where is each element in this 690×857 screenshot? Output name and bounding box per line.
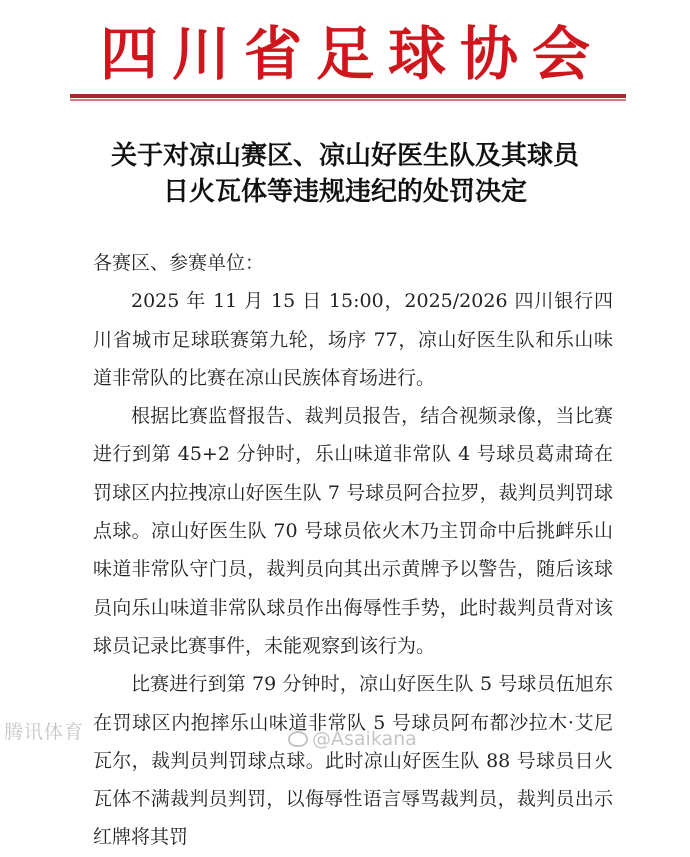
watermark-right bbox=[288, 728, 417, 750]
weibo-icon bbox=[288, 731, 308, 747]
paragraph-second-incident: 比赛进行到第 79 分钟时，凉山好医生队 5 号球员伍旭东在罚球区内抱摔乐山味道非常队 5 号球员阿布都沙拉木·艾尼瓦尔，裁判员判罚球点球。此时凉山好医生队 88 号球员日火瓦体不满裁判员判罚，以侮辱性语言辱骂裁判员，裁判员出示红牌将其罚 bbox=[93, 673, 613, 849]
watermark-handle: @Asaikana bbox=[312, 728, 417, 750]
title-line-1: 关于对凉山赛区、凉山好医生队及其球员 bbox=[110, 141, 579, 171]
masthead-rule-thick bbox=[70, 94, 626, 98]
org-name: 四川省足球协会 bbox=[99, 20, 604, 88]
document-title bbox=[0, 138, 690, 210]
paragraph-first-incident: 根据比赛监督报告、裁判员报告，结合视频录像，当比赛进行到第 45+2 分钟时，乐山味道非常队 4 号球员葛肃琦在罚球区内拉拽凉山好医生队 7 号球员阿合拉罗，裁判员判罚球点球。凉山好医生队 70 号球员依火木乃主罚命中后挑衅乐山味道非常队守门员，裁判员向其出示黄牌予以警告，随后该球员向乐山味道非常队球员作出侮辱性手势，此时裁判员背对该球员记录比赛事件，未能观察到该行为。 bbox=[93, 405, 613, 657]
salutation: 各赛区、参赛单位： bbox=[93, 252, 265, 274]
paragraph-match-info: 2025 年 11 月 15 日 15:00，2025/2026 四川银行四川省城市足球联赛第九轮，场序 77，凉山好医生队和乐山味道非常队的比赛在凉山民族体育场进行。 bbox=[93, 290, 613, 389]
masthead-rule-thin bbox=[70, 99, 626, 101]
masthead bbox=[0, 18, 690, 90]
document-body bbox=[93, 244, 613, 857]
title-line-2: 日火瓦体等违规违纪的处罚决定 bbox=[162, 177, 527, 207]
watermark-left: 腾讯体育 bbox=[4, 721, 85, 743]
